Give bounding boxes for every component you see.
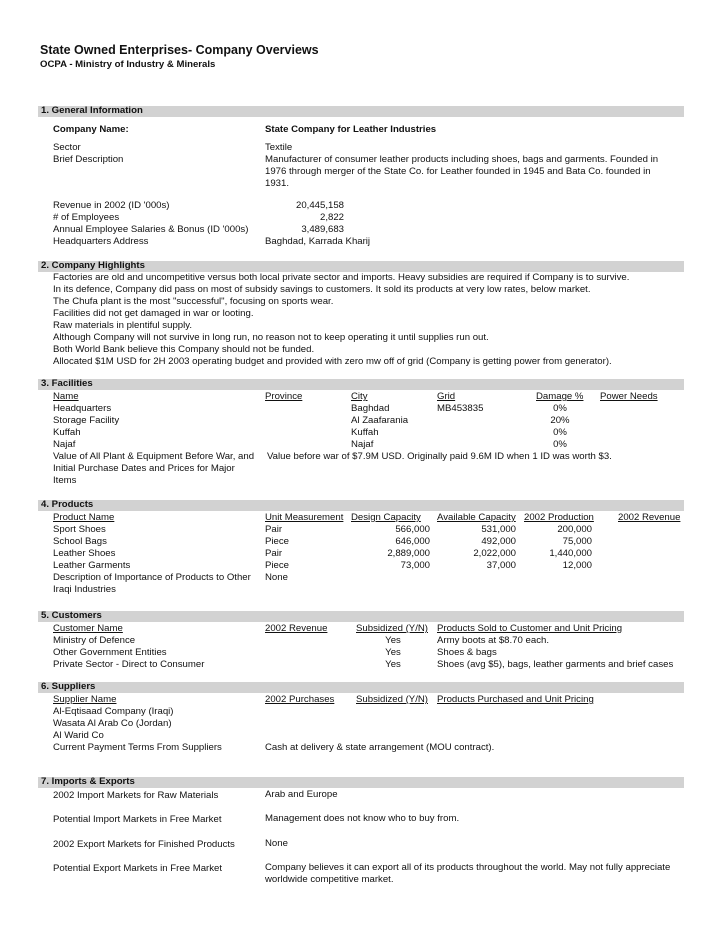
product-available-capacity: 37,000 bbox=[486, 560, 516, 571]
plant-value-label: Initial Purchase Dates and Prices for Major bbox=[53, 463, 235, 474]
supplier-name: Wasata Al Arab Co (Jordan) bbox=[53, 718, 172, 729]
customer-products: Shoes (avg $5), bags, leather garments and brief cases bbox=[437, 659, 674, 670]
section-header-customers bbox=[38, 611, 684, 622]
column-header-2002-production: 2002 Production bbox=[524, 512, 594, 523]
customer-products: Shoes & bags bbox=[437, 647, 497, 658]
plant-value-label: Value of All Plant & Equipment Before War, and bbox=[53, 451, 255, 462]
section-header-suppliers bbox=[38, 682, 684, 693]
column-header-design-capacity: Design Capacity bbox=[351, 512, 421, 523]
page-subtitle: OCPA - Ministry of Industry & Minerals bbox=[40, 59, 216, 70]
highlight-line: Facilities did not get damaged in war or looting. bbox=[53, 308, 254, 319]
column-header-name: Name bbox=[53, 391, 79, 402]
supplier-name: Al-Eqtisaad Company (Iraqi) bbox=[53, 706, 174, 717]
product-production: 1,440,000 bbox=[549, 548, 592, 559]
sector-label: Sector bbox=[53, 142, 81, 153]
product-name: Sport Shoes bbox=[53, 524, 106, 535]
customer-subsidized: Yes bbox=[385, 659, 401, 670]
product-unit: Piece bbox=[265, 560, 289, 571]
facility-name: Kuffah bbox=[53, 427, 81, 438]
product-production: 200,000 bbox=[557, 524, 592, 535]
customer-name: Private Sector - Direct to Consumer bbox=[53, 659, 205, 670]
product-design-capacity: 2,889,000 bbox=[387, 548, 430, 559]
company-name-label: Company Name: bbox=[53, 124, 129, 135]
facility-name: Storage Facility bbox=[53, 415, 120, 426]
revenue-label: Revenue in 2002 (ID '000s) bbox=[53, 200, 170, 211]
customer-name: Other Government Entities bbox=[53, 647, 167, 658]
customer-products: Army boots at $8.70 each. bbox=[437, 635, 549, 646]
description-label: Brief Description bbox=[53, 154, 124, 165]
customer-name: Ministry of Defence bbox=[53, 635, 136, 646]
column-header-grid: Grid bbox=[437, 391, 456, 402]
employees-value: 2,822 bbox=[319, 212, 344, 223]
product-available-capacity: 531,000 bbox=[481, 524, 516, 535]
column-header-province: Province bbox=[265, 391, 303, 402]
salaries-label: Annual Employee Salaries & Bonus (ID '000s) bbox=[53, 224, 249, 235]
company-name-value: State Company for Leather Industries bbox=[265, 124, 437, 135]
page-title: State Owned Enterprises- Company Overviews bbox=[40, 43, 319, 57]
column-header-subsidized: Subsidized (Y/N) bbox=[356, 623, 428, 634]
column-header-unit-measurement: Unit Measurement bbox=[265, 512, 344, 523]
facility-grid: MB453835 bbox=[437, 403, 484, 414]
section-header-company-highlights bbox=[38, 261, 684, 272]
revenue-value: 20,445,158 bbox=[295, 200, 344, 211]
description-line: 1931. bbox=[265, 178, 290, 189]
importance-label: Iraqi Industries bbox=[53, 584, 116, 595]
payment-terms-value: Cash at delivery & state arrangement (MOU contract). bbox=[265, 742, 495, 753]
column-header-2002-revenue: 2002 Revenue bbox=[618, 512, 681, 523]
column-header-customer-name: Customer Name bbox=[53, 623, 123, 634]
section-title: 7. Imports & Exports bbox=[41, 776, 135, 787]
facility-city: Kuffah bbox=[351, 427, 379, 438]
column-header-power-needs: Power Needs bbox=[600, 391, 658, 402]
facility-city: Al Zaafarania bbox=[351, 415, 409, 426]
supplier-name: Al Warid Co bbox=[53, 730, 104, 741]
section-header-facilities bbox=[38, 379, 684, 390]
highlight-line: The Chufa plant is the most "successful", focusing on sports wear. bbox=[53, 296, 334, 307]
importance-label: Description of Importance of Products to Other bbox=[53, 572, 251, 583]
section-title: 6. Suppliers bbox=[41, 681, 96, 692]
description-line: Manufacturer of consumer leather products including shoes, bags and garments. Founded in bbox=[265, 154, 659, 165]
product-production: 12,000 bbox=[562, 560, 592, 571]
product-design-capacity: 646,000 bbox=[395, 536, 430, 547]
section-header-products bbox=[38, 500, 684, 511]
import-markets-label: 2002 Import Markets for Raw Materials bbox=[53, 790, 219, 801]
facility-damage: 0% bbox=[553, 427, 567, 438]
potential-import-label: Potential Import Markets in Free Market bbox=[53, 814, 222, 825]
column-header-subsidized: Subsidized (Y/N) bbox=[356, 694, 428, 705]
section-title: 1. General Information bbox=[41, 105, 143, 116]
product-unit: Pair bbox=[265, 524, 283, 535]
headquarters-value: Baghdad, Karrada Kharij bbox=[265, 236, 371, 247]
highlight-line: In its defence, Company did pass on most of subsidy savings to customers. It sold its products at very low rates, below market. bbox=[53, 284, 591, 295]
product-name: Leather Garments bbox=[53, 560, 131, 571]
product-name: Leather Shoes bbox=[53, 548, 116, 559]
highlight-line: Raw materials in plentiful supply. bbox=[53, 320, 192, 331]
column-header-product-name: Product Name bbox=[53, 512, 115, 523]
product-unit: Piece bbox=[265, 536, 289, 547]
column-header-2002-purchases: 2002 Purchases bbox=[265, 694, 335, 705]
highlight-line: Both World Bank believe this Company should not be funded. bbox=[53, 344, 315, 355]
salaries-value: 3,489,683 bbox=[301, 224, 344, 235]
export-markets-label: 2002 Export Markets for Finished Products bbox=[53, 839, 235, 850]
plant-value-text: Value before war of $7.9M USD. Originally paid 9.6M ID when 1 ID was worth $3. bbox=[267, 451, 612, 462]
description-line: 1976 through merger of the State Co. for Leather founded in 1945 and Bata Co. founded in bbox=[265, 166, 651, 177]
column-header-city: City bbox=[351, 391, 368, 402]
column-header-products-purchased: Products Purchased and Unit Pricing bbox=[437, 694, 594, 705]
column-header-supplier-name: Supplier Name bbox=[53, 694, 117, 705]
facility-damage: 0% bbox=[553, 439, 567, 450]
highlight-line: Although Company will not survive in long run, no reason not to keep operating it until supplies run out. bbox=[53, 332, 489, 343]
product-design-capacity: 566,000 bbox=[395, 524, 430, 535]
product-name: School Bags bbox=[53, 536, 107, 547]
section-title: 4. Products bbox=[41, 499, 94, 510]
section-header-general-information bbox=[38, 106, 684, 117]
plant-value-label: Items bbox=[53, 475, 77, 486]
section-title: 3. Facilities bbox=[41, 378, 93, 389]
product-unit: Pair bbox=[265, 548, 283, 559]
highlight-line: Factories are old and uncompetitive versus both local private sector and imports. Heavy subsidies are required if Company is to survive. bbox=[53, 272, 630, 283]
facility-damage: 0% bbox=[553, 403, 567, 414]
headquarters-label: Headquarters Address bbox=[53, 236, 149, 247]
product-design-capacity: 73,000 bbox=[400, 560, 430, 571]
facility-name: Najaf bbox=[53, 439, 76, 450]
column-header-2002-revenue: 2002 Revenue bbox=[265, 623, 328, 634]
customer-subsidized: Yes bbox=[385, 635, 401, 646]
column-header-available-capacity: Available Capacity bbox=[437, 512, 516, 523]
product-available-capacity: 492,000 bbox=[481, 536, 516, 547]
potential-import-value: Management does not know who to buy from. bbox=[265, 813, 460, 824]
export-markets-value: None bbox=[265, 838, 288, 849]
facility-city: Baghdad bbox=[351, 403, 390, 414]
product-available-capacity: 2,022,000 bbox=[473, 548, 516, 559]
product-production: 75,000 bbox=[562, 536, 592, 547]
payment-terms-label: Current Payment Terms From Suppliers bbox=[53, 742, 222, 753]
facility-city: Najaf bbox=[351, 439, 374, 450]
section-header-imports-exports bbox=[38, 777, 684, 788]
potential-export-label: Potential Export Markets in Free Market bbox=[53, 863, 223, 874]
column-header-damage: Damage % bbox=[536, 391, 584, 402]
employees-label: # of Employees bbox=[53, 212, 120, 223]
customer-subsidized: Yes bbox=[385, 647, 401, 658]
section-title: 2. Company Highlights bbox=[41, 260, 145, 271]
column-header-products-sold: Products Sold to Customer and Unit Pricing bbox=[437, 623, 623, 634]
potential-export-value: worldwide competitive market. bbox=[265, 874, 394, 885]
section-title: 5. Customers bbox=[41, 610, 102, 621]
facility-damage: 20% bbox=[550, 415, 570, 426]
import-markets-value: Arab and Europe bbox=[265, 789, 338, 800]
sector-value: Textile bbox=[265, 142, 293, 153]
potential-export-value: Company believes it can export all of its products throughout the world. May not fully appreciate bbox=[265, 862, 671, 873]
highlight-line: Allocated $1M USD for 2H 2003 operating budget and provided with zero mw off of grid (Company is getting power from generator). bbox=[53, 356, 612, 367]
facility-name: Headquarters bbox=[53, 403, 112, 414]
importance-value: None bbox=[265, 572, 288, 583]
